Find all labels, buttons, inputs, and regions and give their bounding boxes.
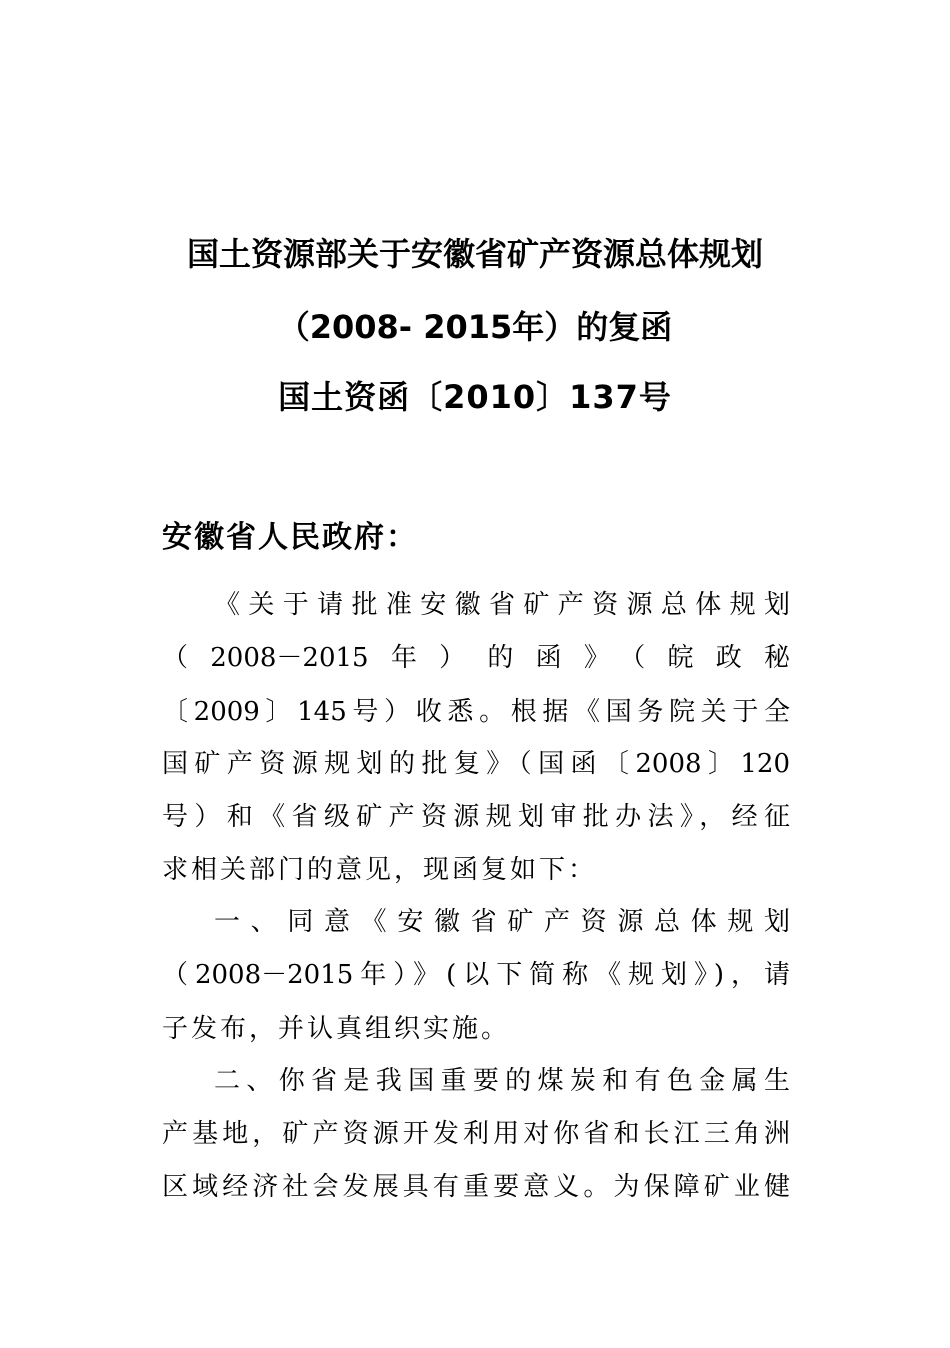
body-line: 产基地，矿产资源开发利用对你省和长江三角洲	[162, 1119, 790, 1149]
document-title-line2: （2008- 2015年）的复函	[277, 308, 673, 346]
body-line: 子发布，并认真组织实施。	[162, 1014, 511, 1044]
body-line: （2008－2015年）的函》（皖政秘	[162, 643, 790, 673]
body-line: 号）和《省级矿产资源规划审批办法》，经征	[162, 802, 790, 832]
body-line: 求相关部门的意见，现函复如下：	[162, 855, 598, 885]
body-line: 二、你省是我国重要的煤炭和有色金属生	[214, 1066, 790, 1096]
addressee: 安徽省人民政府：	[162, 520, 418, 555]
body-line: 〔2009〕145号）收悉。根据《国务院关于全	[162, 697, 790, 727]
body-line: 一、同意《安徽省矿产资源总体规划	[214, 907, 790, 937]
body-line: 国矿产资源规划的批复》（国函〔2008〕120	[162, 749, 790, 779]
body-line: （2008－2015年）》(以下简称《规划》)，请	[162, 960, 790, 990]
body-line: 《关于请批准安徽省矿产资源总体规划	[214, 590, 790, 620]
document-number: 国土资函〔2010〕137号	[278, 378, 672, 416]
body-line: 区域经济社会发展具有重要意义。为保障矿业健	[162, 1172, 790, 1202]
document-title-line1: 国土资源部关于安徽省矿产资源总体规划	[186, 235, 763, 273]
